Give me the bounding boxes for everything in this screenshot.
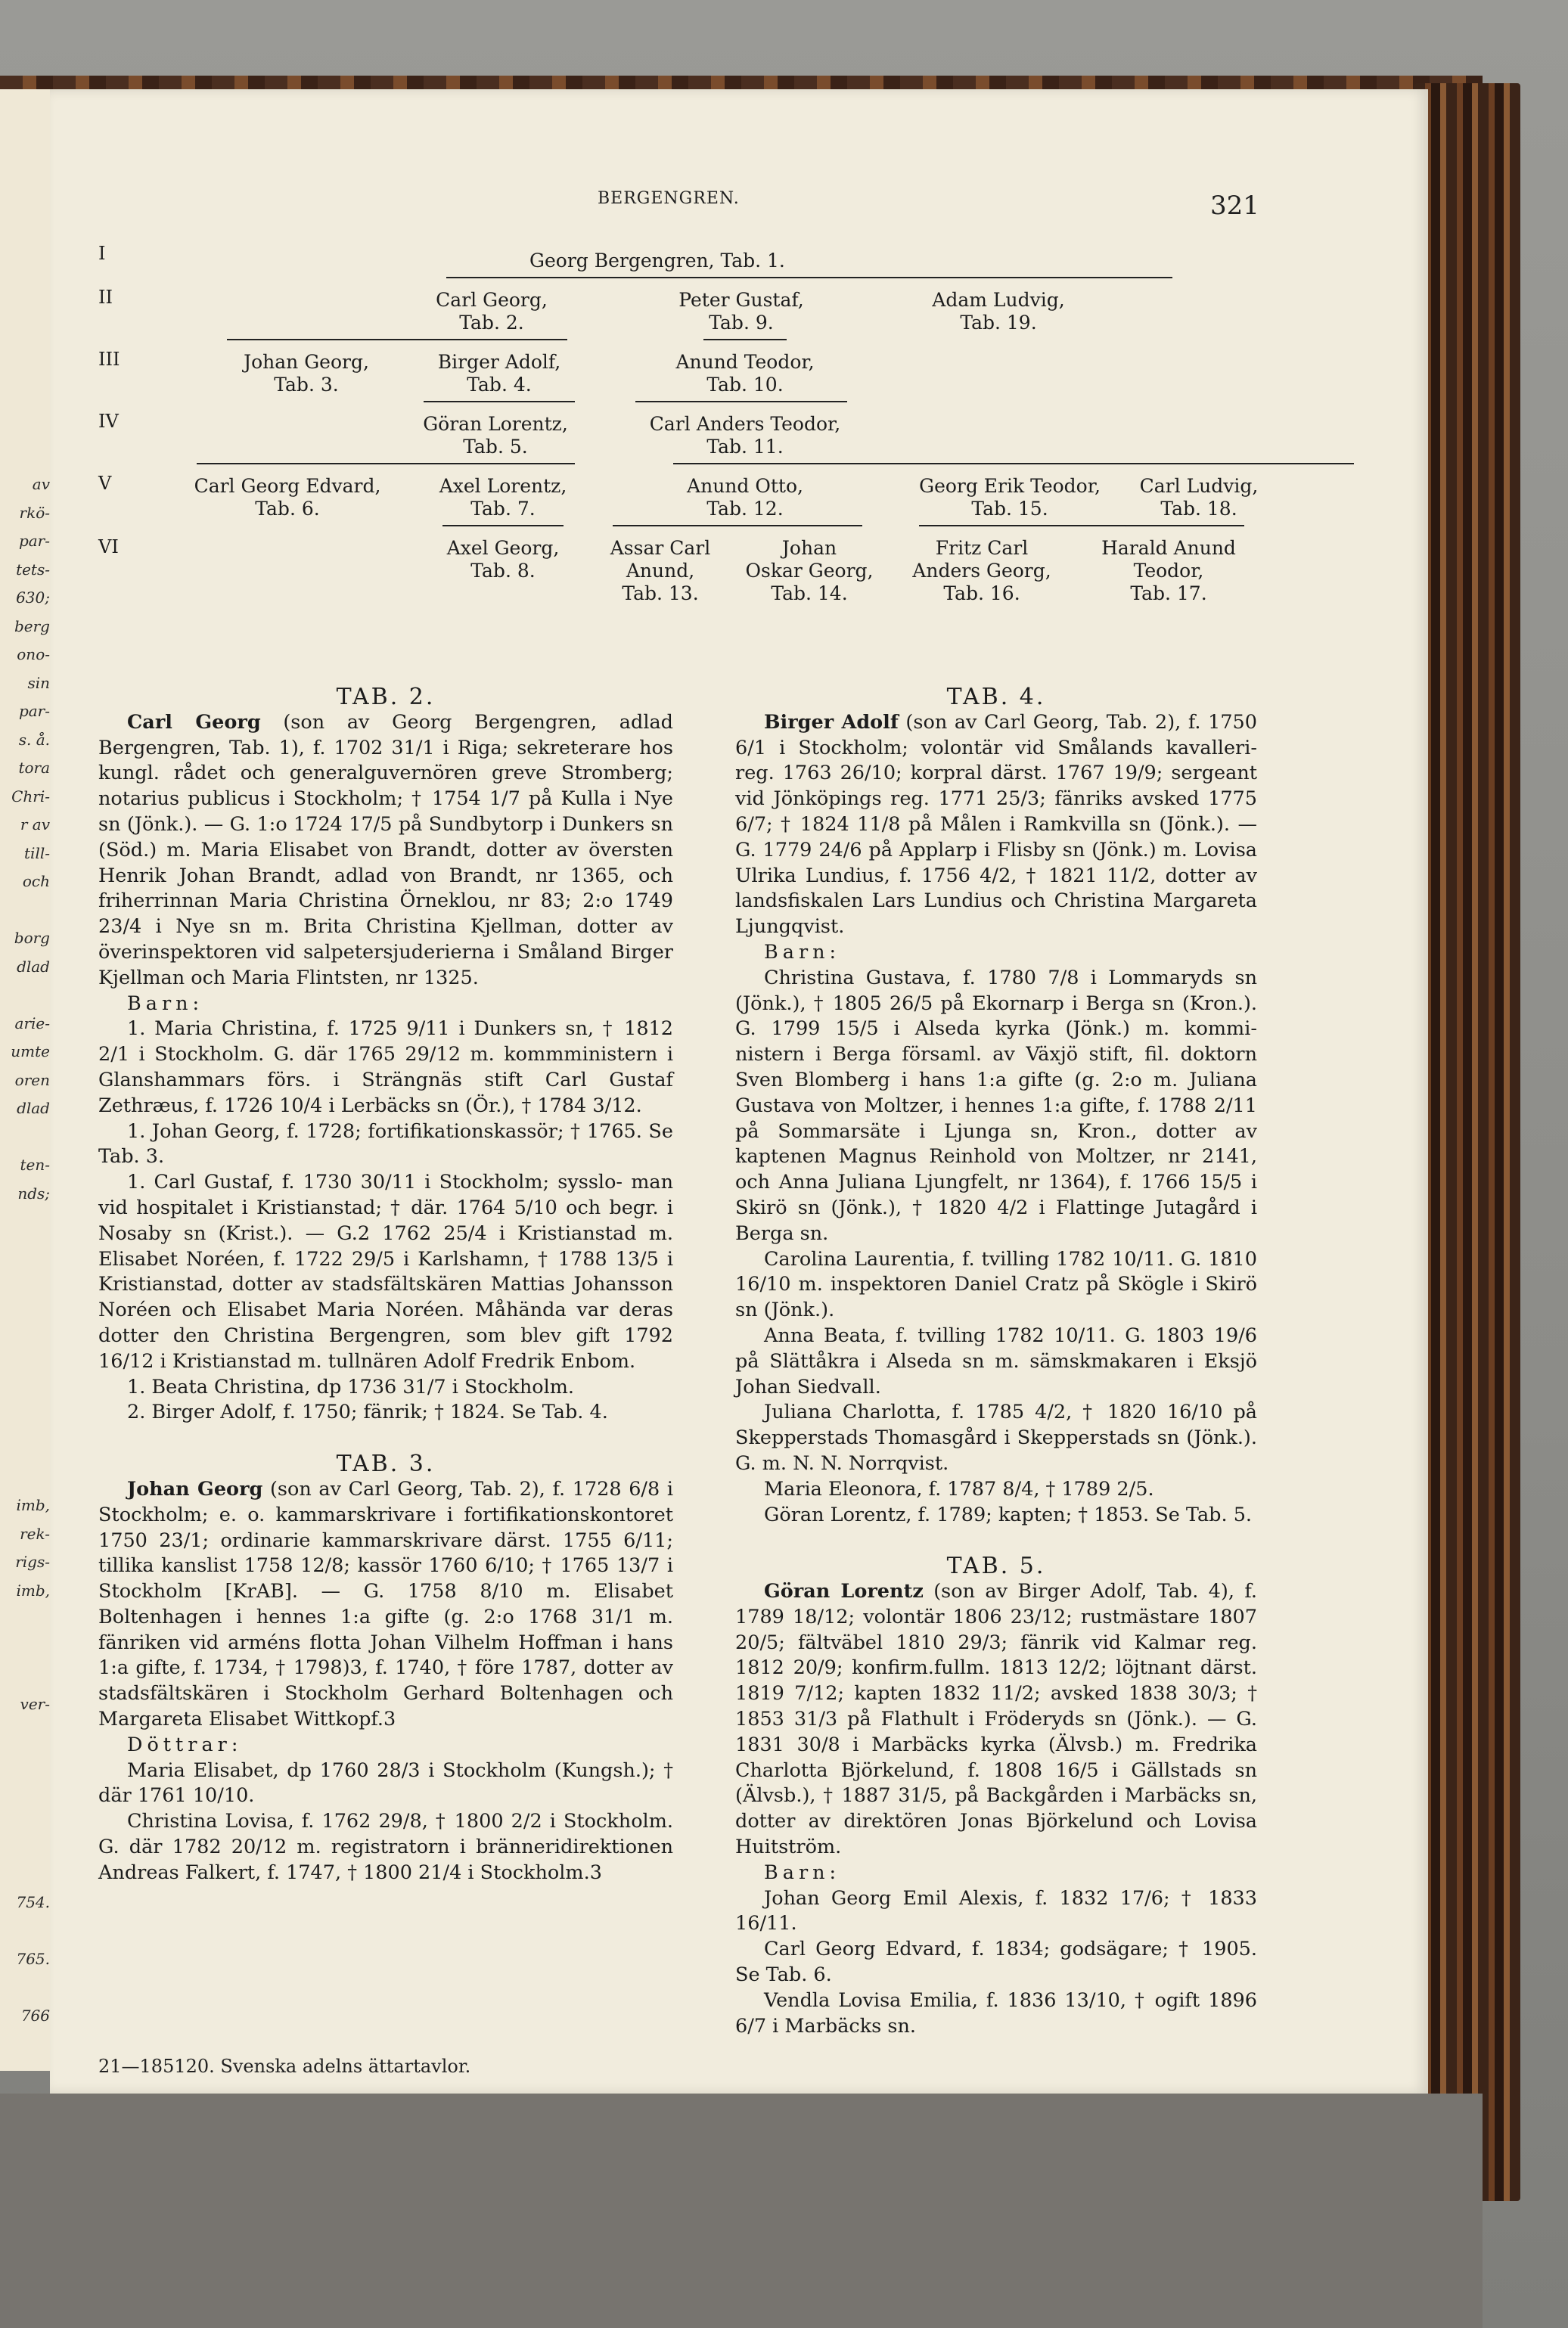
facing-page-fragment: berg bbox=[14, 616, 50, 635]
facing-page-fragment: och bbox=[22, 872, 50, 890]
facing-page-fragment: borg bbox=[14, 929, 50, 947]
daughters-label: Döttrar: bbox=[127, 1733, 243, 1756]
tree-bracket bbox=[227, 339, 567, 340]
facing-page-fragment: 766 bbox=[20, 2007, 50, 2025]
child-entry: Maria Eleonora, f. 1787 8/4, † 1789 2/5. bbox=[764, 1477, 1154, 1501]
tree-node-tab15: Georg Erik Teodor, Tab. 15. bbox=[919, 475, 1101, 520]
page-footer: 21—185120. Svenska adelns ättartavlor. bbox=[98, 2056, 471, 2077]
tree-bracket bbox=[613, 525, 862, 526]
tree-bracket bbox=[197, 463, 575, 464]
tree-node-tab6: Carl Georg Edvard, Tab. 6. bbox=[194, 475, 381, 520]
facing-page-fragment: imb, bbox=[16, 1581, 50, 1600]
facing-page-fragment: dlad bbox=[17, 1099, 50, 1117]
facing-page-fragment: s. å. bbox=[18, 730, 50, 749]
tree-node-tab1: Georg Bergengren, Tab. 1. bbox=[529, 250, 785, 272]
facing-page-fragment: par- bbox=[18, 702, 50, 720]
tab4-entry: Birger Adolf (son av Carl Georg, Tab. 2), f. 1750 6/1 i Stockholm; volontär vid Smålands kavalleri- reg. 1763 26/10; korpral därst. 1767 19/9; sergeant vid Jönköpings reg. 1771 25/3; fänriks avsked 1775 6/7; † 1824 11/8 på Målen i Ramkvilla sn (Jönk.). — G. 1779 24/6 på Applarp i Flisby sn (Jönk.) m. Lovisa Ulrika Lundius, f. 1756 4/2, † 1821 11/2, dotter av landsfiskalen Lars Lundius och Christina Margareta Ljungqvist. bbox=[735, 710, 1257, 939]
facing-page-fragment: sin bbox=[27, 673, 50, 692]
tree-node-tab9: Peter Gustaf, Tab. 9. bbox=[678, 289, 804, 334]
facing-page-fragment: ono- bbox=[17, 645, 50, 663]
facing-page-fragment: 754. bbox=[16, 1893, 50, 1911]
tab3-entry: Johan Georg (son av Carl Georg, Tab. 2), f. 1728 6/8 i Stockholm; e. o. kammarskrivare i fortifikationskontoret 1750 23/1; ordinarie kammarskrivare därst. 1755 6/11; tillika kanslist 1758 12/8; kassör 1760 6/10; † 1765 13/7 i Stockholm [KrAB]. — G. 1758 8/10 m. Elisabet Boltenhagen i hennes 1:a gifte (g. 2:o 1768 31/1 m. fänriken vid arméns flotta Johan Vilhelm Hoffman i hans 1:a gifte, f. 1734, † 1798)3, f. 1740, † före 1787, dotter av stadsfältskären i Stockholm Gerhard Boltenhagen och Margareta Elisabet Wittkopf.3 bbox=[98, 1477, 674, 1731]
entry-name: Birger Adolf bbox=[764, 710, 899, 734]
children-label: Barn: bbox=[127, 992, 204, 1015]
facing-page-fragment: tora bbox=[18, 759, 50, 777]
child-entry: Christina Gustava, f. 1780 7/8 i Lommaryds sn (Jönk.), † 1805 26/5 på Ekornarp i Berga sn (Kron.). G. 1799 15/5 i Alseda kyrka (Jönk.) m. kommi- nistern i Berga församl. av Växjö stift, fil. doktorn Sven Blomberg i hans 1:a gifte (g. 2:o m. Juliana Gustava von Moltzer, i hennes 1:a gifte, f. 1788 2/11 på Sommarsäte i Ljunga sn, Kron., dotter av kaptenen Magnus Reinhold von Moltzer, nr 2141, och Anna Juliana Ljungfelt, nr 1364), f. 1766 15/5 i Skirö sn (Jönk.), † 1820 4/2 i Flattinge Jutagård i Berga sn. bbox=[735, 966, 1257, 1245]
page-number: 321 bbox=[1210, 191, 1259, 221]
facing-page-fragment: ver- bbox=[20, 1694, 50, 1713]
tree-node-tab17: Harald Anund Teodor, Tab. 17. bbox=[1101, 537, 1236, 604]
generation-label: III bbox=[98, 349, 120, 370]
facing-page-fragment: av bbox=[32, 475, 50, 493]
facing-page-fragment: rigs- bbox=[15, 1553, 50, 1571]
child-entry: Maria Elisabet, dp 1760 28/3 i Stockholm (Kungsh.); † där 1761 10/10. bbox=[98, 1758, 673, 1808]
tree-node-tab18: Carl Ludvig, Tab. 18. bbox=[1139, 475, 1259, 520]
generation-label: VI bbox=[98, 536, 119, 557]
entry-name: Göran Lorentz bbox=[764, 1580, 924, 1603]
facing-page-fragment: ten- bbox=[20, 1156, 50, 1174]
facing-page-fragment: par- bbox=[18, 532, 50, 550]
book-cover-side-edge bbox=[1414, 83, 1520, 2201]
left-column bbox=[98, 684, 673, 1886]
child-entry: Anna Beata, f. tvilling 1782 10/11. G. 1803 19/6 på Slättåkra i Alseda sn m. sämskmakaren i Eksjö Johan Siedvall. bbox=[735, 1324, 1257, 1398]
child-entry: 1. Maria Christina, f. 1725 9/11 i Dunkers sn, † 1812 2/1 i Stockholm. G. där 1765 29/12 m. kommministern i Glanshammars förs. i Strängnäs stift Carl Gustaf Zethræus, f. 1726 10/4 i Lerbäcks sn (Ör.), † 1784 3/12. bbox=[98, 1017, 673, 1117]
generation-label: IV bbox=[98, 411, 119, 432]
entry-name: Carl Georg bbox=[127, 710, 261, 734]
children-label: Barn: bbox=[764, 940, 841, 964]
facing-page-fragment: rkö- bbox=[19, 503, 50, 522]
tab3-heading: TAB. 3. bbox=[336, 1451, 436, 1478]
facing-page-fragment: imb, bbox=[16, 1496, 50, 1514]
child-entry: Göran Lorentz, f. 1789; kapten; † 1853. Se Tab. 5. bbox=[764, 1503, 1253, 1526]
tree-bracket bbox=[424, 401, 575, 402]
tree-node-tab14: Johan Oskar Georg, Tab. 14. bbox=[745, 537, 874, 604]
tree-bracket bbox=[442, 525, 564, 526]
child-entry: Carolina Laurentia, f. tvilling 1782 10/11. G. 1810 16/10 m. inspektoren Daniel Cratz på Skögle i Skirö sn (Jönk.). bbox=[735, 1247, 1257, 1322]
child-entry: 2. Birger Adolf, f. 1750; fänrik; † 1824. Se Tab. 4. bbox=[127, 1401, 608, 1424]
tree-bracket bbox=[919, 525, 1244, 526]
facing-page-fragment: 765. bbox=[16, 1950, 50, 1968]
tree-node-tab12: Anund Otto, Tab. 12. bbox=[687, 475, 803, 520]
genealogy-tree bbox=[91, 242, 1271, 635]
right-column bbox=[735, 684, 1257, 2039]
tab5-entry: Göran Lorentz (son av Birger Adolf, Tab. 4), f. 1789 18/12; volontär 1806 23/12; rustmästare 1807 20/5; fältväbel 1810 29/3; fänrik vid Kalmar reg. 1812 20/9; konfirm.fullm. 1813 12/2; löjtnant därst. 1819 7/12; kapten 1832 11/2; avsked 1838 30/3; † 1853 31/3 på Flathult i Fröderyds sn (Jönk.). — G. 1831 30/8 i Marbäcks kyrka (Älvsb.) m. Fredrika Charlotta Björkelund, f. 1808 16/5 i Gällstads sn (Älvsb.), † 1887 31/5, på Backgården i Marbäcks sn, dotter av direktören Jonas Björkelund och Lovisa Huitström. bbox=[735, 1580, 1257, 1859]
child-entry: 1. Carl Gustaf, f. 1730 30/11 i Stockholm; sysslo- man vid hospitalet i Kristianstad; † där. 1764 5/10 och begr. i Nosaby sn (Krist.). — G.2 1762 25/4 i Kristianstad m. Elisabet Noréen, f. 1722 29/5 i Karlshamn, † 1788 13/5 i Kristianstad, dotter av stadsfältskären Mattias Johansson Noréen och Elisabet Maria Noréen. Måhända var deras dotter den Christina Bergengren, som blev gift 1792 16/12 i Kristianstad m. tullnären Adolf Fredrik Enbom. bbox=[98, 1171, 673, 1373]
child-entry: 1. Johan Georg, f. 1728; fortifikationskassör; † 1765. Se Tab. 3. bbox=[98, 1119, 673, 1169]
child-entry: Vendla Lovisa Emilia, f. 1836 13/10, † ogift 1896 6/7 i Marbäcks sn. bbox=[735, 1988, 1257, 2038]
child-entry: 1. Beata Christina, dp 1736 31/7 i Stockholm. bbox=[127, 1375, 575, 1398]
child-entry: Christina Lovisa, f. 1762 29/8, † 1800 2/2 i Stockholm. G. där 1782 20/12 m. registratorn i bränneridirektionen Andreas Falkert, f. 1747, † 1800 21/4 i Stockholm.3 bbox=[98, 1810, 673, 1884]
tree-node-tab13: Assar Carl Anund, Tab. 13. bbox=[610, 537, 711, 604]
tree-bracket bbox=[635, 401, 847, 402]
scanner-bed bbox=[0, 2094, 1483, 2328]
running-title: BERGENGREN. bbox=[598, 189, 740, 208]
tab4-heading: TAB. 4. bbox=[946, 684, 1046, 710]
tab5-heading: TAB. 5. bbox=[946, 1553, 1046, 1580]
tree-node-tab4: Birger Adolf, Tab. 4. bbox=[437, 351, 561, 396]
entry-name: Johan Georg bbox=[127, 1477, 263, 1501]
tree-node-tab10: Anund Teodor, Tab. 10. bbox=[675, 351, 815, 396]
facing-page-fragment: rek- bbox=[20, 1524, 50, 1543]
generation-label: I bbox=[98, 243, 106, 264]
tree-node-tab16: Fritz Carl Anders Georg, Tab. 16. bbox=[912, 537, 1051, 604]
facing-page-fragment: Chri- bbox=[11, 787, 50, 805]
generation-label: II bbox=[98, 287, 113, 308]
tree-bracket bbox=[673, 463, 1354, 464]
child-entry: Carl Georg Edvard, f. 1834; godsägare; † 1905. Se Tab. 6. bbox=[735, 1938, 1257, 1987]
facing-page-fragment: arie- bbox=[14, 1013, 50, 1032]
tree-node-tab2: Carl Georg, Tab. 2. bbox=[436, 289, 548, 334]
tree-bracket bbox=[446, 277, 1172, 278]
facing-page-fragment: 630; bbox=[16, 588, 50, 607]
child-entry: Juliana Charlotta, f. 1785 4/2, † 1820 16/10 på Skepperstads Thomasgård i Skepperstads sn (Jönk.). G. m. N. N. Norrqvist. bbox=[735, 1401, 1257, 1475]
generation-label: V bbox=[98, 473, 112, 494]
facing-page-fragment: dlad bbox=[17, 957, 50, 976]
tree-node-tab7: Axel Lorentz, Tab. 7. bbox=[439, 475, 567, 520]
facing-page-fragment: nds; bbox=[17, 1184, 50, 1203]
tab2-heading: TAB. 2. bbox=[336, 684, 436, 710]
tree-node-tab11: Carl Anders Teodor, Tab. 11. bbox=[649, 413, 841, 458]
tree-node-tab5: Göran Lorentz, Tab. 5. bbox=[423, 413, 568, 458]
facing-page-fragment: r av bbox=[20, 815, 50, 833]
child-entry: Johan Georg Emil Alexis, f. 1832 17/6; † 1833 16/11. bbox=[735, 1886, 1257, 1935]
children-label: Barn: bbox=[764, 1861, 841, 1884]
facing-page-fragment: tets- bbox=[16, 560, 50, 579]
tab2-entry: Carl Georg (son av Georg Bergengren, adlad Bergengren, Tab. 1), f. 1702 31/1 i Riga; sekreterare hos kungl. rådet och generalguvernören greve Stromberg; notarius publicus i Stockholm; † 1754 1/7 på Kulla i Nye sn (Jönk.). — G. 1:o 1724 17/5 på Sundbytorp i Dunkers sn (Söd.) m. Maria Elisabet von Brandt, dotter av översten Henrik Johan Brandt, adlad von Brandt, nr 1365, och friherrinnan Maria Christina Örneklou, nr 83; 2:o 1749 23/4 i Nye sn m. Brita Christina Kjellman, dotter av överinspektoren vid salpetersjuderierna i Småland Birger Kjellman och Maria Flintsten, nr 1325. bbox=[98, 710, 673, 989]
tree-bracket bbox=[703, 339, 787, 340]
tree-node-tab3: Johan Georg, Tab. 3. bbox=[244, 351, 369, 396]
facing-page-fragment: umte bbox=[11, 1042, 50, 1060]
tree-node-tab8: Axel Georg, Tab. 8. bbox=[446, 537, 560, 582]
facing-page-fragment: oren bbox=[14, 1070, 50, 1089]
facing-page-fragment: till- bbox=[24, 843, 50, 862]
tree-node-tab19: Adam Ludvig, Tab. 19. bbox=[932, 289, 1065, 334]
